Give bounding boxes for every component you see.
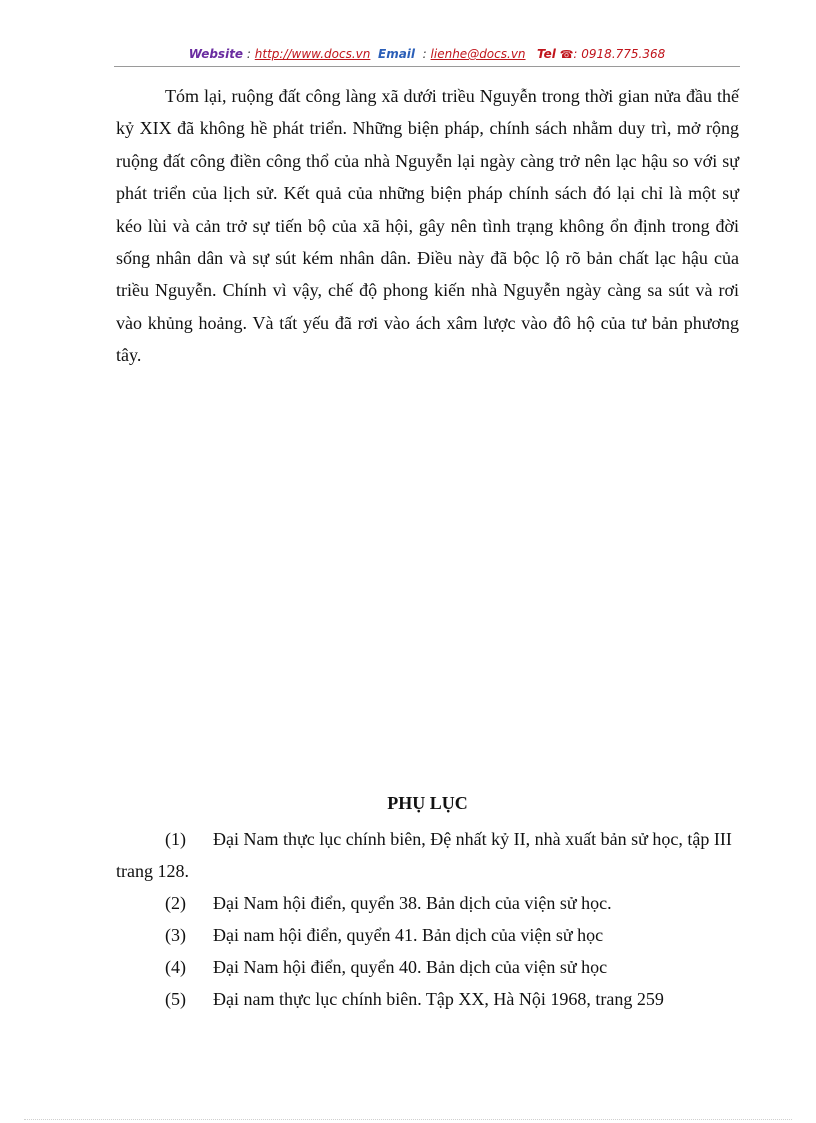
tel-label: Tel: [536, 47, 556, 61]
page-header: [114, 47, 740, 61]
website-link[interactable]: http://www.docs.vn: [254, 47, 371, 61]
reference-text: Đại Nam hội điển, quyển 38. Bản dịch của viện sử học.: [213, 893, 612, 913]
reference-item: [116, 823, 739, 887]
email-label: Email: [378, 47, 416, 61]
reference-number: (1): [165, 829, 186, 849]
email-link[interactable]: lienhe@docs.vn: [430, 47, 526, 61]
reference-number: (4): [165, 957, 186, 977]
website-label: Website: [188, 47, 244, 61]
reference-number: (3): [165, 925, 186, 945]
website-separator: :: [246, 47, 251, 61]
reference-item: [116, 919, 739, 951]
reference-text: Đại nam hội điển, quyển 41. Bản dịch của viện sử học: [213, 925, 604, 945]
reference-list: [116, 823, 739, 1015]
reference-text: Đại nam thực lục chính biên. Tập XX, Hà Nội 1968, trang 259: [213, 989, 664, 1009]
header-divider: [114, 66, 740, 67]
tel-number: 0918.775.368: [581, 47, 666, 61]
reference-number: (5): [165, 989, 186, 1009]
telephone-icon: ☎: [559, 48, 574, 61]
tel-separator: :: [573, 47, 578, 61]
reference-item: [116, 983, 739, 1015]
appendix-title: PHỤ LỤC: [387, 793, 468, 813]
footer-divider: [24, 1119, 792, 1120]
body-paragraph: Tóm lại, ruộng đất công làng xã dưới triều Nguyễn trong thời gian nửa đầu thế kỷ XIX đã không hề phát triển. Những biện pháp, chính sách nhằm duy trì, mở rộng ruộng đất công điền công thổ của nhà Nguyễn lại ngày càng trở nên lạc hậu so với sự phát triển của lịch sử. Kết quả của những biện pháp chính sách đó lại chỉ là một sự kéo lùi và cản trở sự tiến bộ của xã hội, gây nên tình trạng không ổn định trong đời sống nhân dân và sự sút kém nhân dân. Điều này đã bộc lộ rõ bản chất lạc hậu của triều Nguyễn. Chính vì vậy, chế độ phong kiến nhà Nguyễn ngày càng sa sút và rơi vào khủng hoảng. Và tất yếu đã rơi vào ách xâm lược vào đô hộ của tư bản phương tây.: [116, 86, 739, 366]
reference-item: [116, 951, 739, 983]
reference-text: Đại Nam thực lục chính biên, Đệ nhất kỷ II, nhà xuất bản sử học, tập III trang 128.: [116, 829, 732, 881]
reference-text: Đại Nam hội điển, quyển 40. Bản dịch của viện sử học: [213, 957, 608, 977]
reference-number: (2): [165, 893, 186, 913]
reference-item: [116, 887, 739, 919]
email-separator: :: [422, 47, 427, 61]
